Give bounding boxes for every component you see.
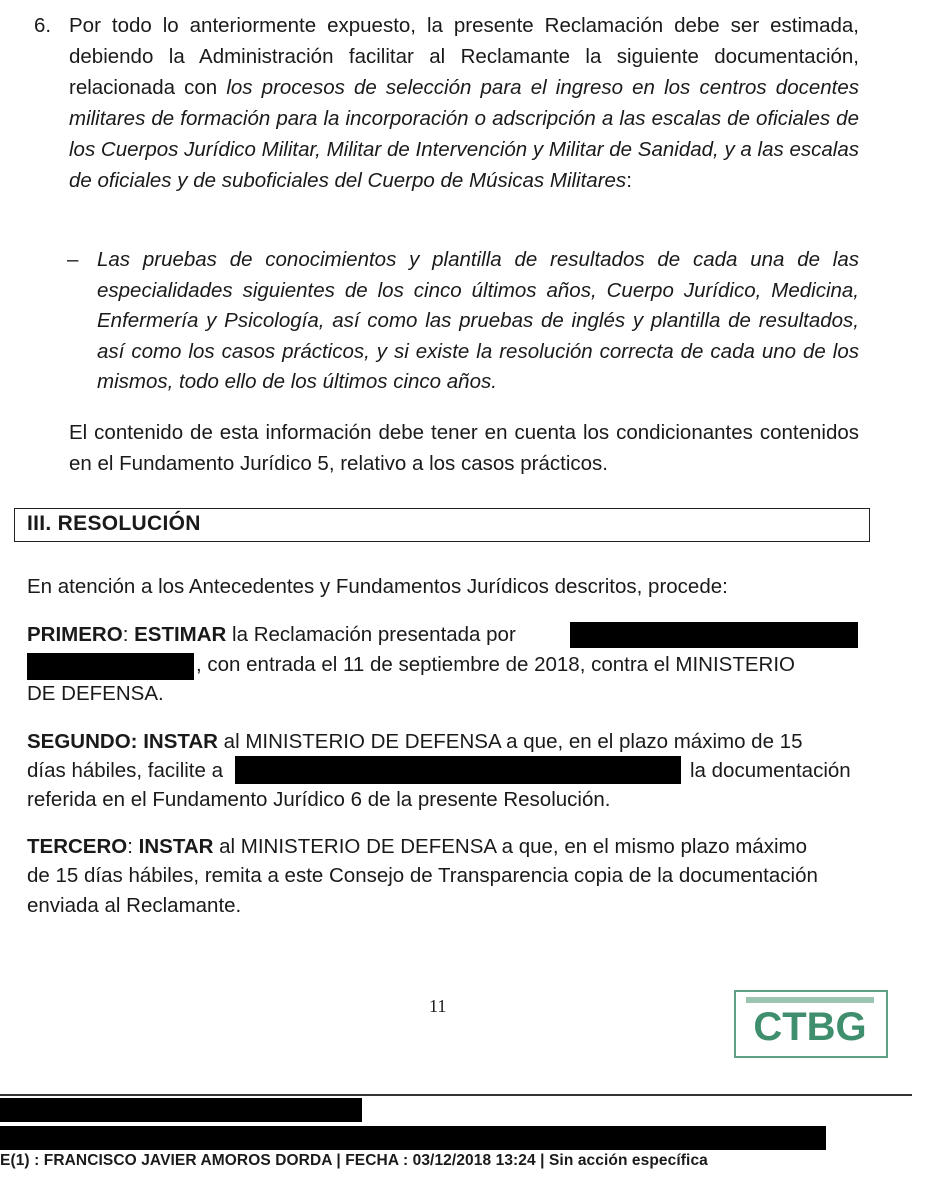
tercero-line-2: de 15 días hábiles, remita a este Consejo de Transparencia copia de la documentación	[27, 864, 818, 887]
tercero-line-3: enviada al Reclamante.	[27, 894, 242, 917]
contenido-paragraph: El contenido de esta información debe tener en cuenta los condicionantes contenidos en el Fundamento Jurídico 5, relativo a los casos prácticos.	[69, 421, 859, 475]
tercero-text-1: al MINISTERIO DE DEFENSA a que, en el mismo plazo máximo	[213, 835, 807, 858]
bullet-dash: –	[67, 248, 79, 271]
primero-line-3: DE DEFENSA.	[27, 682, 164, 705]
paragraph-number: 6.	[34, 14, 52, 37]
paragraph-6-italic: los procesos de selección para el ingreso en los centros docentes militares de formación para la incorporación o adscripción a las escalas de oficiales de los Cuerpos Jurídico Militar, Militar de Intervención y Militar de Sanidad, y a las escalas de oficiales y de suboficiales del Cuerpo de Músicas Militares	[69, 76, 860, 192]
primero-verb: ESTIMAR	[134, 623, 227, 646]
paragraph-6-tail: :	[626, 169, 632, 192]
tercero-label: TERCERO	[27, 835, 128, 858]
footer-divider	[0, 1094, 912, 1096]
primero-label: PRIMERO	[27, 623, 123, 646]
segundo-text-1: al MINISTERIO DE DEFENSA a que, en el plazo máximo de 15	[217, 730, 803, 753]
segundo-verb: INSTAR	[143, 730, 218, 753]
segundo-line-1	[27, 730, 802, 754]
logo-text: CTBG	[753, 1005, 867, 1049]
segundo-line-3: referida en el Fundamento Jurídico 6 de la presente Resolución.	[27, 788, 611, 811]
redacted-block	[27, 653, 194, 680]
tercero-verb: INSTAR	[138, 835, 214, 858]
bullet-item: Las pruebas de conocimientos y plantilla de resultados de cada una de las especialidades siguientes de los cinco últimos años, Cuerpo Jurídico, Medicina, Enfermería y Psicología, así como las pruebas de inglés y plantilla de resultados, así como los casos prácticos, y si existe la resolución correcta de cada uno de los mismos, todo ello de los últimos cinco años.	[97, 248, 859, 393]
section-header-box	[14, 508, 870, 542]
redacted-block	[570, 622, 858, 648]
primero-text-1: la Reclamación presentada por	[226, 623, 516, 646]
ctbg-logo-icon	[736, 992, 886, 1056]
page-number: 11	[429, 996, 447, 1016]
primero-line-1: PRIMERO: ESTIMAR la Reclamación presentada por	[27, 623, 516, 646]
redacted-block	[235, 756, 681, 784]
paragraph-6	[34, 10, 860, 196]
resolution-intro: En atención a los Antecedentes y Fundamentos Jurídicos descritos, procede:	[27, 575, 728, 598]
redacted-block	[0, 1098, 362, 1122]
segundo-label: SEGUNDO:	[27, 730, 138, 753]
ctbg-logo	[734, 990, 888, 1058]
tercero-line-1: TERCERO: INSTAR al MINISTERIO DE DEFENSA a que, en el mismo plazo máximo	[27, 835, 807, 858]
segundo-line-2a: días hábiles, facilite a	[27, 759, 224, 782]
section-title: III. RESOLUCIÓN	[27, 512, 201, 535]
footer-signature-line: E(1) : FRANCISCO JAVIER AMOROS DORDA | FECHA : 03/12/2018 13:24 | Sin acción específica	[0, 1152, 708, 1169]
segundo-line-2b: la documentación	[690, 759, 851, 782]
primero-line-2: , con entrada el 11 de septiembre de 2018, contra el MINISTERIO	[196, 653, 795, 676]
redacted-block	[0, 1126, 826, 1150]
paragraph-6-intro: Por todo lo anteriormente expuesto, la presente Reclamación debe ser estimada, debiendo la Administración facilitar al Reclamante la siguiente documentación, relacionada con	[69, 14, 859, 99]
